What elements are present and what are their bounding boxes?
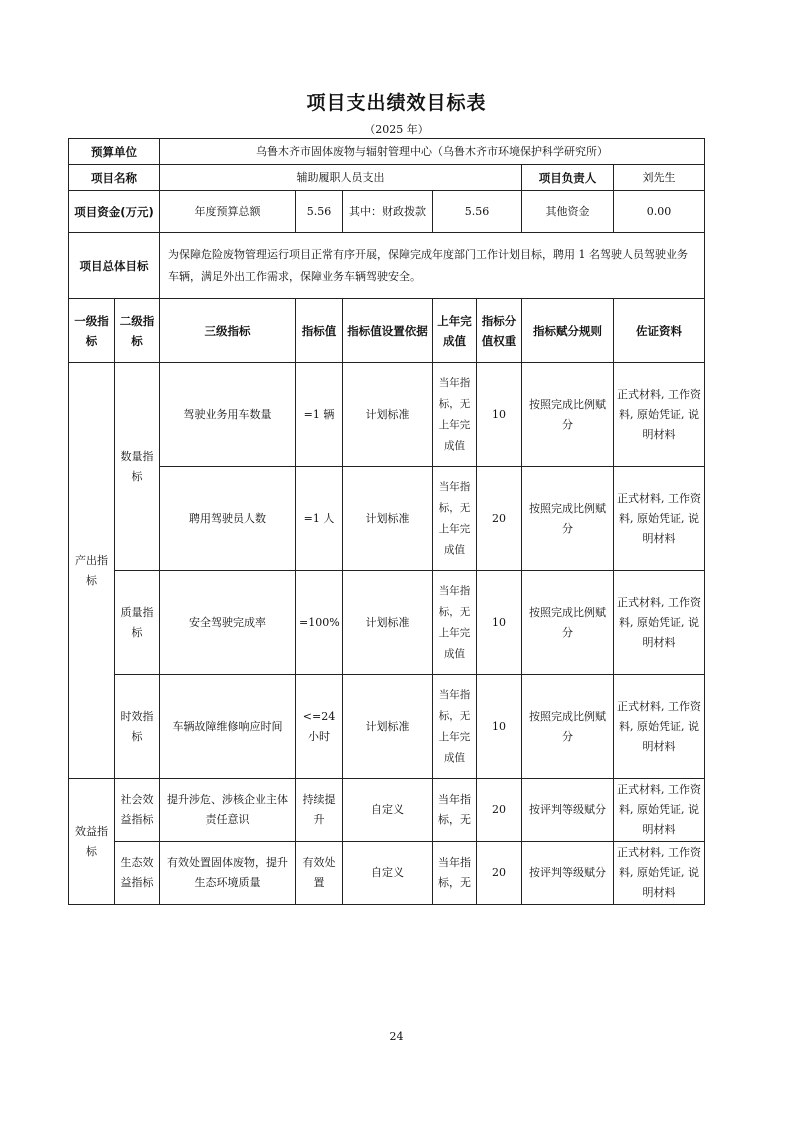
level3-cell: 提升涉危、涉核企业主体责任意识 [160, 779, 296, 842]
funds-label: 项目资金(万元) [69, 191, 160, 233]
rule-cell: 按评判等级赋分 [522, 779, 614, 842]
year-label: （2025 年） [364, 123, 429, 136]
evidence-cell: 正式材料, 工作资料, 原始凭证, 说明材料 [614, 779, 705, 842]
evidence-cell: 正式材料, 工作资料, 原始凭证, 说明材料 [614, 842, 705, 905]
header-cell: 三级指标 [160, 299, 296, 363]
level2-cell: 生态效益指标 [115, 842, 160, 905]
level3-cell: 有效处置固体废物，提升生态环境质量 [160, 842, 296, 905]
page-number: 24 [389, 1030, 404, 1043]
value-cell: <=24 小时 [296, 675, 343, 779]
weight-cell: 20 [477, 467, 522, 571]
unit-value: 乌鲁木齐市固体废物与辐射管理中心（乌鲁木齐市环境保护科学研究所） [160, 139, 705, 165]
evidence-cell: 正式材料, 工作资料, 原始凭证, 说明材料 [614, 363, 705, 467]
header-cell: 指标分值权重 [477, 299, 522, 363]
table-row [69, 779, 705, 842]
header-cell: 指标赋分规则 [522, 299, 614, 363]
rule-cell: 按评判等级赋分 [522, 842, 614, 905]
rule-cell: 按照完成比例赋分 [522, 467, 614, 571]
fiscal-label: 其中：财政拨款 [343, 191, 433, 233]
table-row [69, 571, 705, 675]
fiscal-value: 5.56 [433, 191, 522, 233]
goal-label: 项目总体目标 [69, 233, 160, 299]
header-cell: 佐证资料 [614, 299, 705, 363]
other-label: 其他资金 [522, 191, 614, 233]
value-cell: 有效处置 [296, 842, 343, 905]
level2-cell: 质量指标 [115, 571, 160, 675]
prev-cell: 当年指标，无 [433, 779, 477, 842]
table-row [69, 842, 705, 905]
level1-cell: 效益指标 [69, 779, 115, 905]
unit-label: 预算单位 [69, 139, 160, 165]
project-label: 项目名称 [69, 165, 160, 191]
annual-value: 5.56 [296, 191, 343, 233]
level3-cell: 驾驶业务用车数量 [160, 363, 296, 467]
annual-label: 年度预算总额 [160, 191, 296, 233]
rule-cell: 按照完成比例赋分 [522, 675, 614, 779]
other-value: 0.00 [614, 191, 705, 233]
owner-value: 刘先生 [614, 165, 705, 191]
value-cell: =1 辆 [296, 363, 343, 467]
project-value: 辅助履职人员支出 [160, 165, 522, 191]
table-row [69, 467, 705, 571]
weight-cell: 20 [477, 842, 522, 905]
value-cell: =1 人 [296, 467, 343, 571]
evidence-cell: 正式材料, 工作资料, 原始凭证, 说明材料 [614, 675, 705, 779]
prev-cell: 当年指标，无 [433, 842, 477, 905]
basis-cell: 自定义 [343, 842, 433, 905]
table-row [69, 363, 705, 467]
prev-cell: 当年指标，无上年完成值 [433, 675, 477, 779]
level3-cell: 安全驾驶完成率 [160, 571, 296, 675]
header-cell: 一级指标 [69, 299, 115, 363]
header-cell: 上年完成值 [433, 299, 477, 363]
owner-label: 项目负责人 [522, 165, 614, 191]
rule-cell: 按照完成比例赋分 [522, 363, 614, 467]
header-cell: 指标值设置依据 [343, 299, 433, 363]
basis-cell: 计划标准 [343, 571, 433, 675]
level3-cell: 车辆故障维修响应时间 [160, 675, 296, 779]
weight-cell: 10 [477, 363, 522, 467]
evidence-cell: 正式材料, 工作资料, 原始凭证, 说明材料 [614, 467, 705, 571]
rule-cell: 按照完成比例赋分 [522, 571, 614, 675]
table-row [69, 675, 705, 779]
value-cell: =100% [296, 571, 343, 675]
prev-cell: 当年指标，无上年完成值 [433, 363, 477, 467]
weight-cell: 10 [477, 571, 522, 675]
weight-cell: 20 [477, 779, 522, 842]
level2-cell: 社会效益指标 [115, 779, 160, 842]
prev-cell: 当年指标，无上年完成值 [433, 571, 477, 675]
performance-table [68, 138, 705, 905]
prev-cell: 当年指标，无上年完成值 [433, 467, 477, 571]
level1-cell: 产出指标 [69, 363, 115, 779]
basis-cell: 计划标准 [343, 675, 433, 779]
value-cell: 持续提升 [296, 779, 343, 842]
header-cell: 指标值 [296, 299, 343, 363]
weight-cell: 10 [477, 675, 522, 779]
basis-cell: 自定义 [343, 779, 433, 842]
level3-cell: 聘用驾驶员人数 [160, 467, 296, 571]
basis-cell: 计划标准 [343, 363, 433, 467]
header-cell: 二级指标 [115, 299, 160, 363]
page-title: 项目支出绩效目标表 [306, 92, 487, 114]
level2-cell: 时效指标 [115, 675, 160, 779]
evidence-cell: 正式材料, 工作资料, 原始凭证, 说明材料 [614, 571, 705, 675]
basis-cell: 计划标准 [343, 467, 433, 571]
goal-text: 为保障危险废物管理运行项目正常有序开展，保障完成年度部门工作计划目标，聘用 1 名驾驶人员驾驶业务车辆，满足外出工作需求，保障业务车辆驾驶安全。 [160, 233, 705, 299]
level2-cell: 数量指标 [115, 363, 160, 571]
